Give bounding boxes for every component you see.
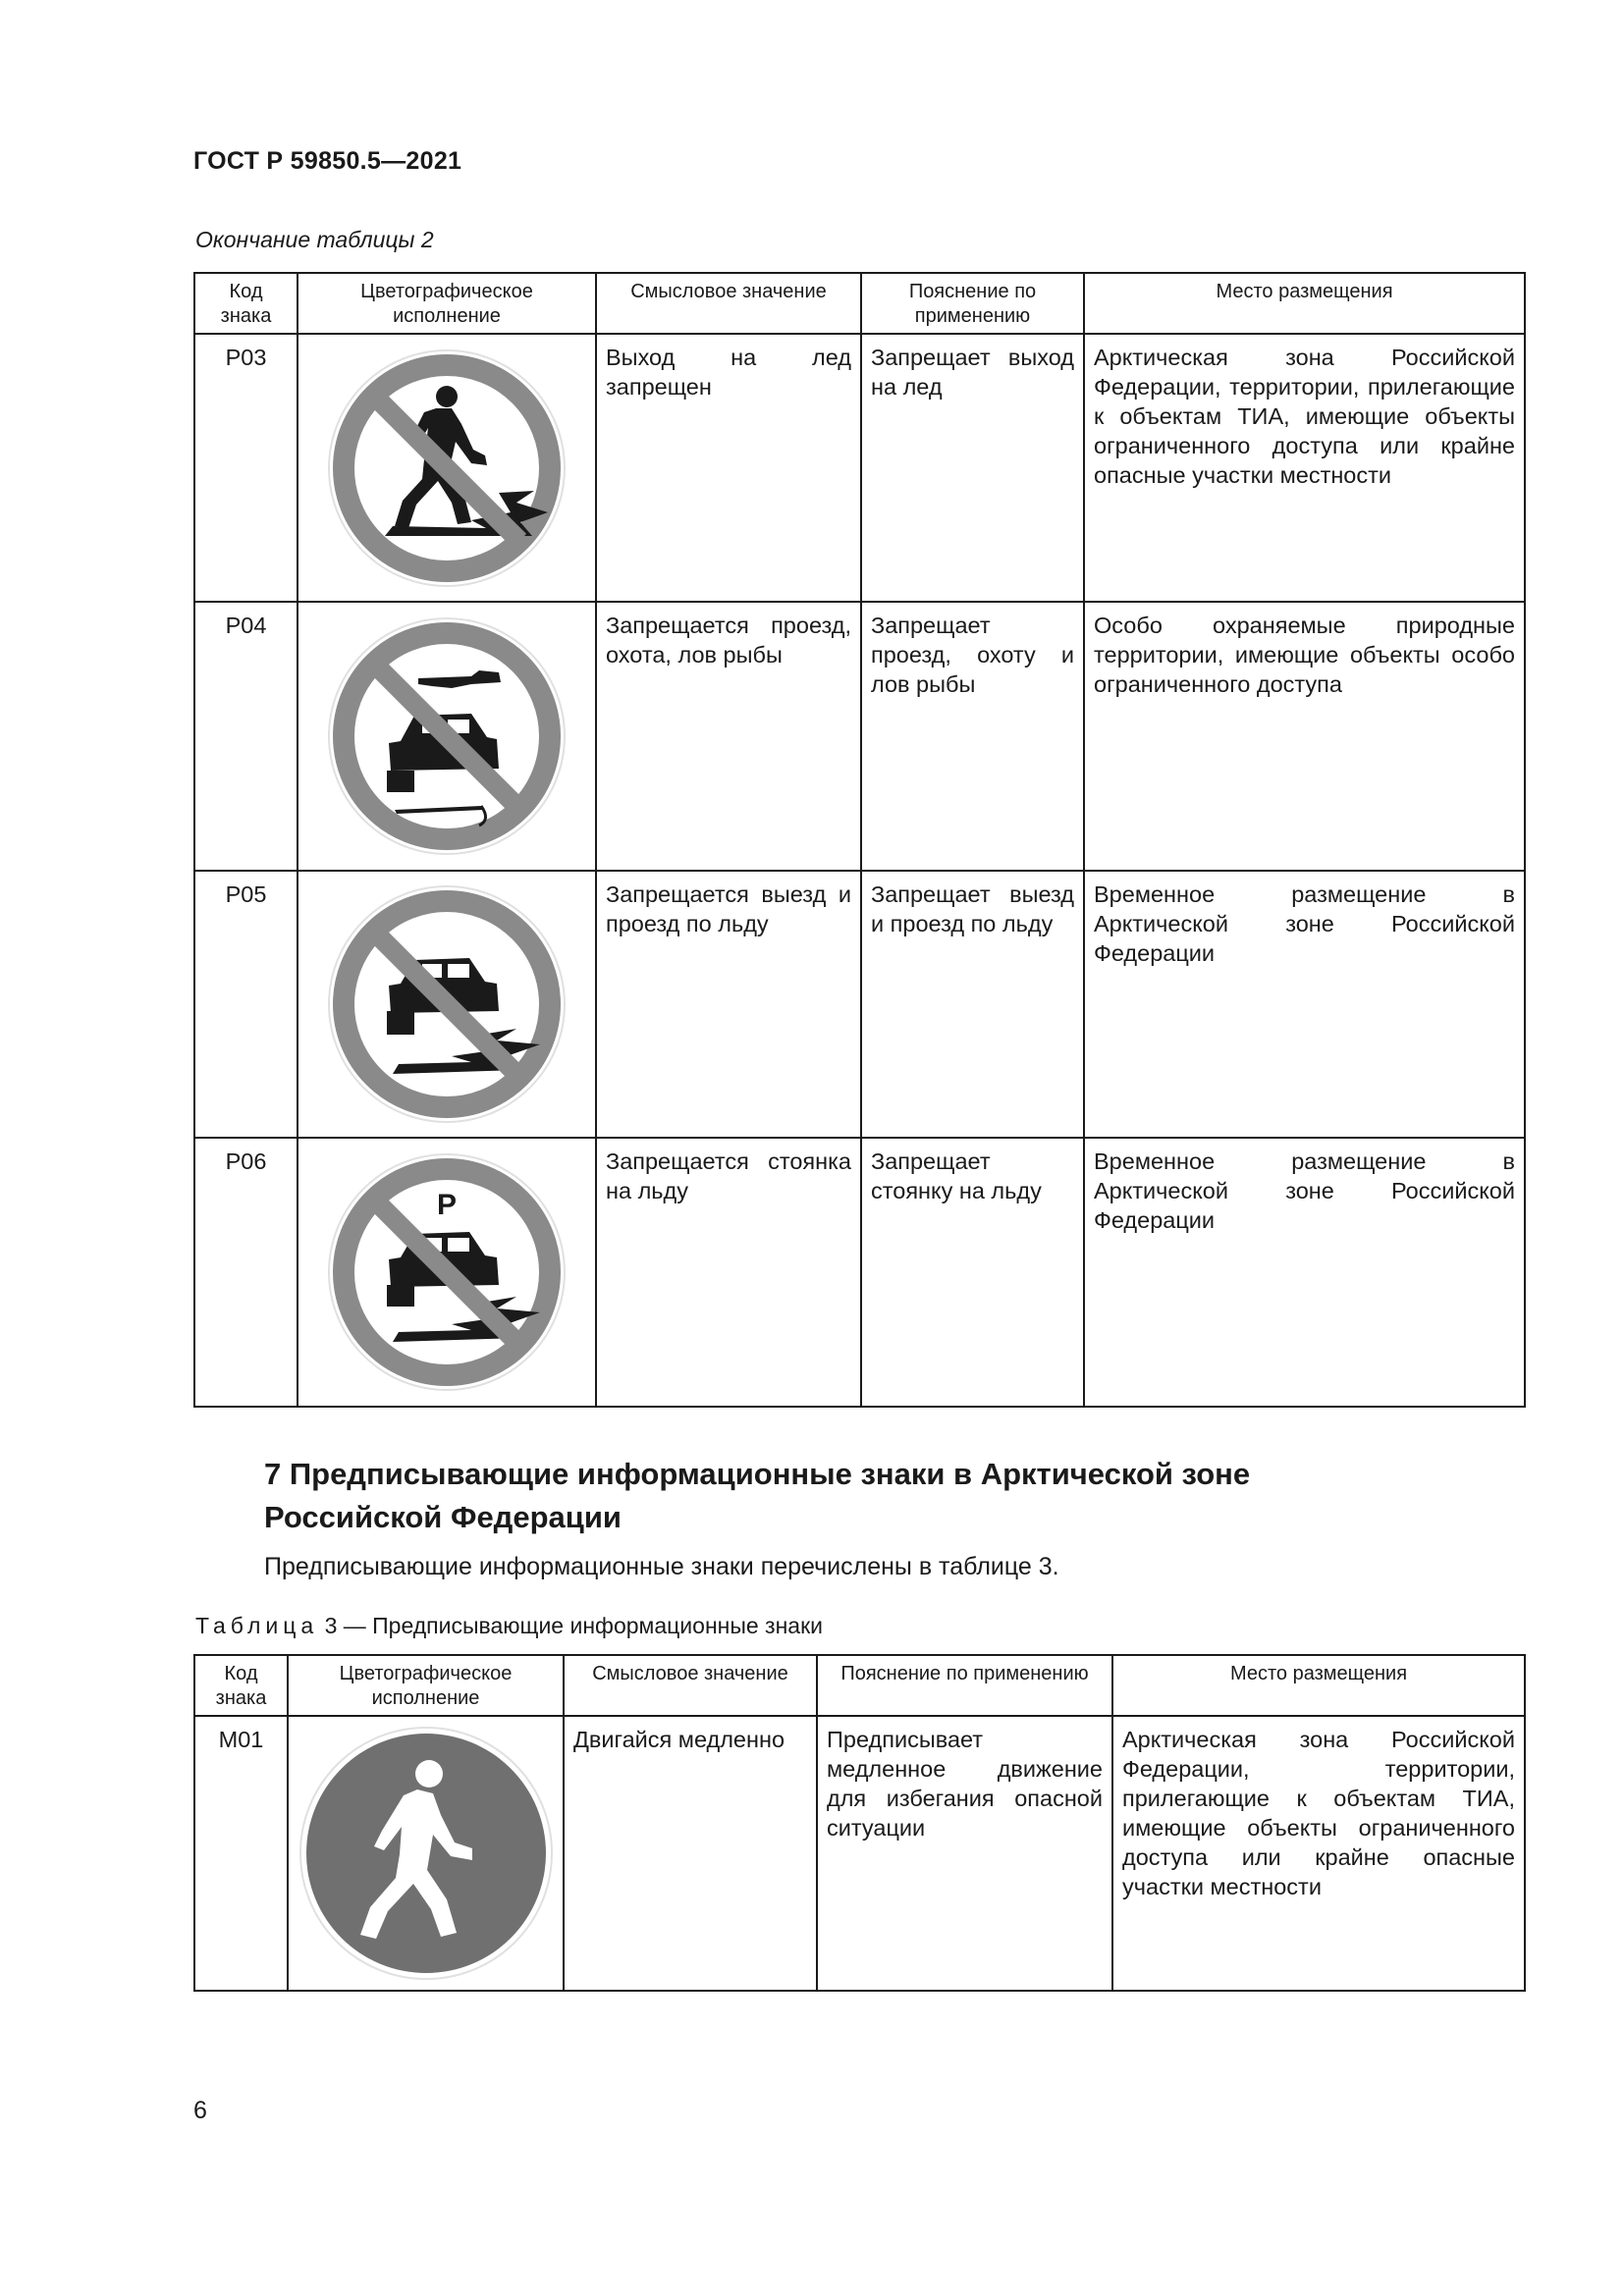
table-row xyxy=(194,1138,1525,1407)
mandatory-move-slowly-icon xyxy=(298,1725,555,1982)
col-header-symbol: Цветографическое исполнение xyxy=(288,1655,564,1716)
col-header-code: Код знака xyxy=(194,273,298,334)
table3-caption-text: 3 — Предписывающие информационные знаки xyxy=(324,1613,824,1638)
col-header-meaning: Смысловое значение xyxy=(596,273,861,334)
sign-explanation: Запрещает выход на лед xyxy=(861,334,1084,602)
sign-meaning: Запрещается проезд, охота, лов рыбы xyxy=(596,602,861,871)
prohibition-no-driving-on-ice-icon xyxy=(324,881,569,1127)
sign-code: P04 xyxy=(194,602,298,871)
sign-placement: Арктическая зона Российской Федерации, территории, прилегающие к объектам ТИА, имеющие объекты ограниченного доступа или крайне опасные участки местности xyxy=(1084,334,1525,602)
sign-meaning: Запрещается стоянка на льду xyxy=(596,1138,861,1407)
document-id: ГОСТ Р 59850.5—2021 xyxy=(193,147,462,175)
table-row xyxy=(194,871,1525,1138)
col-header-code: Код знака xyxy=(194,1655,288,1716)
sign-placement: Временное размещение в Арктической зоне Российской Федерации xyxy=(1084,1138,1525,1407)
prohibition-no-parking-on-ice-icon xyxy=(324,1149,569,1395)
section-7-heading xyxy=(264,1453,1442,1539)
sign-placement: Арктическая зона Российской Федерации, территории, прилегающие к объектам ТИА, имеющие объекты ограниченного доступа или крайне опасные участки местности xyxy=(1112,1716,1525,1991)
sign-meaning: Запрещается выезд и проезд по льду xyxy=(596,871,861,1138)
col-header-placement: Место размещения xyxy=(1112,1655,1525,1716)
table2 xyxy=(193,272,1526,1408)
table-row xyxy=(194,602,1525,871)
col-header-placement: Место размещения xyxy=(1084,273,1525,334)
sign-placement: Временное размещение в Арктической зоне Российской Федерации xyxy=(1084,871,1525,1138)
prohibition-no-driving-hunting-fishing-icon xyxy=(324,614,569,859)
sign-code: P03 xyxy=(194,334,298,602)
page-number: 6 xyxy=(193,2097,207,2124)
section-heading-line: 7 Предписывающие информационные знаки в Арктической зоне xyxy=(264,1457,1251,1491)
section-7-intro: Предписывающие информационные знаки перечислены в таблице 3. xyxy=(264,1553,1059,1580)
table3-caption-label: Таблица xyxy=(195,1613,319,1638)
sign-explanation: Запрещает проезд, охоту и лов рыбы xyxy=(861,602,1084,871)
sign-explanation: Предписывает медленное движение для избегания опасной ситуации xyxy=(817,1716,1112,1991)
table-row xyxy=(194,334,1525,602)
table3-header-row xyxy=(194,1655,1525,1716)
parking-letter: P xyxy=(436,1189,458,1221)
sign-explanation: Запрещает выезд и проезд по льду xyxy=(861,871,1084,1138)
sign-meaning: Выход на лед запрещен xyxy=(596,334,861,602)
table2-header-row xyxy=(194,273,1525,334)
sign-placement: Особо охраняемые природные территории, имеющие объекты особо ограниченного доступа xyxy=(1084,602,1525,871)
sign-explanation: Запрещает стоянку на льду xyxy=(861,1138,1084,1407)
sign-code: P06 xyxy=(194,1138,298,1407)
col-header-explanation: Пояснение по применению xyxy=(817,1655,1112,1716)
col-header-symbol: Цветографическое исполнение xyxy=(298,273,596,334)
sign-code: M01 xyxy=(194,1716,288,1991)
col-header-explanation: Пояснение по применению xyxy=(861,273,1084,334)
section-heading-line: Российской Федерации xyxy=(264,1500,622,1534)
table3-caption xyxy=(195,1613,823,1639)
col-header-meaning: Смысловое значение xyxy=(564,1655,817,1716)
prohibition-no-walking-on-ice-icon xyxy=(324,346,569,591)
sign-meaning: Двигайся медленно xyxy=(564,1716,817,1991)
table-row xyxy=(194,1716,1525,1991)
table3 xyxy=(193,1654,1526,1992)
table2-caption: Окончание таблицы 2 xyxy=(195,227,434,252)
sign-code: P05 xyxy=(194,871,298,1138)
